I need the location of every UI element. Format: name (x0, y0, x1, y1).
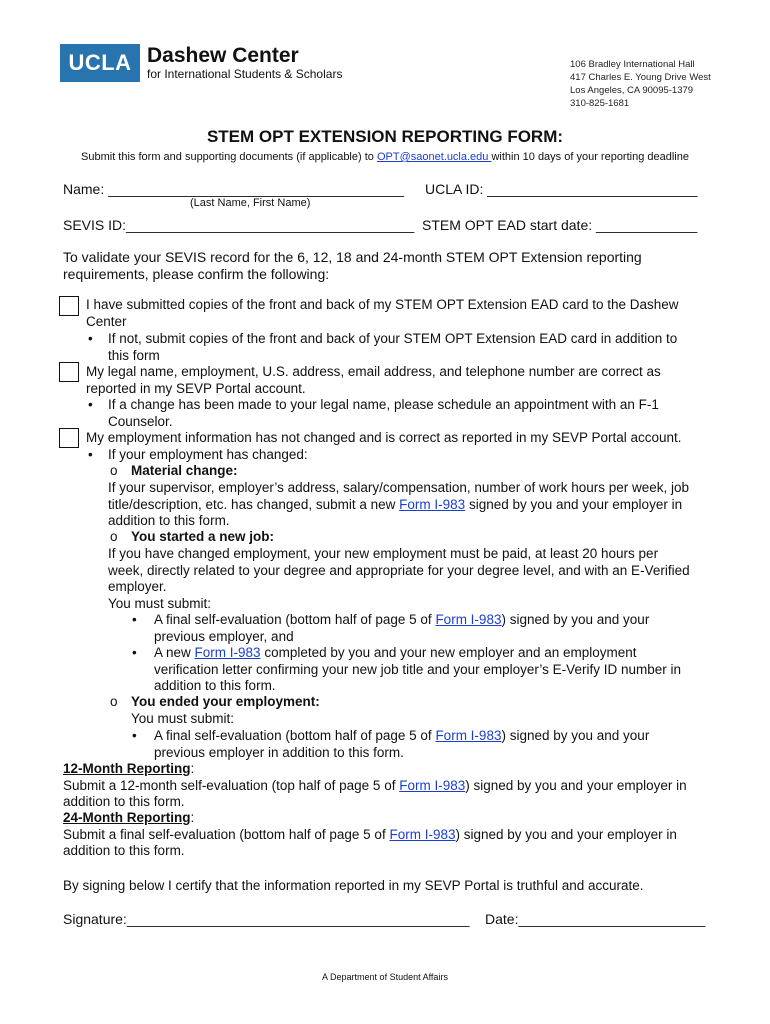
address-line: Los Angeles, CA 90095-1379 (570, 85, 694, 96)
text-line: week, directly related to your degree and appropriate for your degree level, and with an E-Verified (108, 562, 690, 578)
bullet-icon: • (132, 612, 137, 627)
material-change-text (108, 480, 689, 530)
bullet-icon: • (88, 397, 93, 412)
text-segment: Submit a final self-evaluation (bottom half of page 5 of (63, 826, 390, 842)
text-line (63, 827, 677, 844)
text-line: Counselor. (108, 413, 173, 429)
twenty-four-month-title: 24-Month Reporting (63, 810, 191, 825)
text-segment: Submit a 12-month self-evaluation (top half of page 5 of (63, 777, 400, 793)
org-subtitle: for International Students & Scholars (147, 67, 343, 81)
text-segment: ) signed by you and your employer in (465, 777, 687, 793)
twelve-month-section (63, 761, 687, 811)
ended-employment-title: You ended your employment: (131, 694, 320, 709)
text-line: My legal name, employment, U.S. address, email address, and telephone number are correct as (86, 364, 661, 379)
text-line: If a change has been made to your legal name, please schedule an appointment with an F-1 (108, 397, 659, 412)
text-line: 24-Month Reporting: (63, 810, 195, 825)
text-line: If you have changed employment, your new employment must be paid, at least 20 hours per (108, 546, 659, 561)
text-line (154, 645, 681, 662)
form-i983-link[interactable]: Form I-983 (435, 728, 502, 743)
signature-field[interactable]: Signature:____________________________________________ (63, 911, 470, 927)
ucla-id-field[interactable]: UCLA ID: ___________________________ (425, 181, 698, 197)
must-submit-text: You must submit: (131, 711, 235, 726)
ended-bullet-1 (154, 728, 649, 761)
text-segment: signed by you and your employer in (465, 496, 683, 512)
text-line: Center (86, 313, 127, 329)
text-segment: ) signed by you and your (501, 728, 650, 743)
confirm-employment-checkbox[interactable] (59, 428, 79, 448)
text-line: verification letter confirming your new job title and your employer’s E-Verify ID number in (154, 661, 681, 677)
text-line: addition to this form. (63, 794, 185, 809)
email-link[interactable]: OPT@saonet.ucla.edu (376, 151, 492, 163)
form-i983-link[interactable]: Form I-983 (399, 777, 466, 793)
text-line: addition to this form. (63, 843, 185, 858)
address-line: 310-825-1681 (570, 98, 630, 109)
twelve-month-title: 12-Month Reporting (63, 761, 191, 776)
material-change-title: Material change: (131, 463, 238, 478)
text-segment: ) signed by you and your employer in (455, 826, 677, 842)
text-line: If your supervisor, employer’s address, salary/compensation, number of work hours per week, job (108, 480, 690, 495)
bullet-icon: • (88, 447, 93, 462)
twenty-four-month-section (63, 810, 677, 860)
text-line (108, 497, 689, 514)
employment-changed-text: If your employment has changed: (108, 447, 308, 462)
text-line: employer. (108, 579, 167, 594)
text-segment: A new (154, 645, 195, 660)
form-title: STEM OPT EXTENSION REPORTING FORM: (206, 127, 564, 146)
footer-text: A Department of Student Affairs (322, 972, 448, 982)
bullet-icon: • (132, 645, 137, 660)
name-hint: (Last Name, First Name) (190, 197, 311, 209)
circle-bullet-icon: o (110, 463, 118, 478)
form-i983-link[interactable]: Form I-983 (399, 496, 466, 512)
new-job-bullet-2 (154, 645, 681, 695)
circle-bullet-icon: o (110, 529, 118, 544)
name-field[interactable]: Name: ______________________________________ (63, 181, 404, 197)
address-line: 417 Charles E. Young Drive West (570, 72, 711, 83)
text-line (154, 728, 649, 745)
address-block (570, 58, 711, 110)
text-segment: ) signed by you and your (501, 612, 650, 627)
legal-name-bullet-text (108, 397, 659, 430)
text-line: You must submit: (108, 595, 212, 611)
org-name: Dashew Center (147, 44, 299, 67)
confirm-ead-checkbox[interactable] (59, 296, 79, 316)
confirm-info-checkbox[interactable] (59, 362, 79, 382)
ead-start-date-field[interactable]: STEM OPT EAD start date: _____________ (422, 217, 698, 233)
instructions-pre: Submit this form and supporting documents (if applicable) to (81, 151, 377, 163)
text-line: I have submitted copies of the front and back of my STEM OPT Extension EAD card to the Dashew (86, 297, 679, 312)
address-line: 106 Bradley International Hall (570, 59, 695, 70)
confirm-employment-text: My employment information has not changed and is correct as reported in my SEVP Portal account. (86, 430, 682, 445)
bullet-icon: • (88, 331, 93, 346)
confirm-ead-text (86, 297, 679, 330)
form-i983-link[interactable]: Form I-983 (435, 612, 502, 627)
text-line: addition to this form. (108, 513, 230, 528)
new-job-bullet-1 (154, 612, 649, 645)
confirm-info-text (86, 364, 661, 397)
intro-line: To validate your SEVIS record for the 6, 12, 18 and 24-month STEM OPT Extension reporting (63, 249, 642, 265)
text-line (154, 612, 649, 629)
text-segment: A final self-evaluation (bottom half of page 5 of (154, 728, 436, 743)
bullet-icon: • (132, 728, 137, 743)
instructions-post: within 10 days of your reporting deadline (491, 151, 689, 163)
ucla-logo: UCLA (60, 44, 140, 82)
sevis-id-field[interactable]: SEVIS ID:_____________________________________ (63, 217, 415, 233)
text-line: 12-Month Reporting: (63, 761, 195, 776)
text-line: If not, submit copies of the front and back of your STEM OPT Extension EAD card in addition to (108, 331, 678, 346)
circle-bullet-icon: o (110, 694, 118, 709)
form-i983-link[interactable]: Form I-983 (389, 826, 456, 842)
text-line: previous employer, and (154, 628, 294, 644)
instructions (0, 151, 770, 163)
text-line: previous employer in addition to this form. (154, 744, 404, 760)
text-line (63, 778, 687, 795)
new-job-text (108, 546, 690, 612)
text-segment: title/description, etc. has changed, submit a new (108, 496, 400, 512)
new-job-title: You started a new job: (131, 529, 275, 544)
intro-text (63, 249, 642, 283)
form-i983-link[interactable]: Form I-983 (194, 645, 261, 660)
text-line: this form (108, 347, 160, 363)
intro-line: requirements, please confirm the following: (63, 266, 330, 282)
text-segment: A final self-evaluation (bottom half of page 5 of (154, 612, 436, 627)
ead-bullet-text (108, 331, 677, 364)
certify-text: By signing below I certify that the information reported in my SEVP Portal is truthful and accurate. (63, 878, 644, 893)
text-line: addition to this form. (154, 678, 276, 693)
text-line: reported in my SEVP Portal account. (86, 380, 306, 396)
text-segment: completed by you and your new employer and an employment (260, 645, 637, 660)
date-field[interactable]: Date:________________________ (485, 911, 706, 927)
